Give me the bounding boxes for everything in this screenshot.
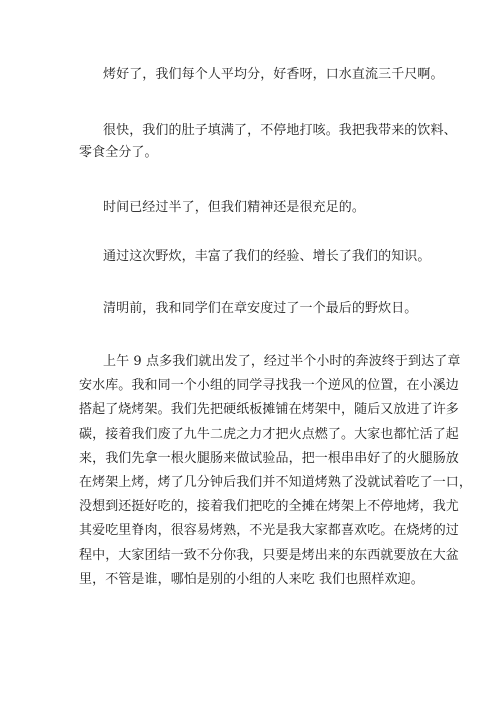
paragraph-line: 其爱吃里脊肉，很容易烤熟，不光是我大家都喜欢吃。在烧烤的过 bbox=[79, 523, 459, 539]
paragraph-line: 来，我们先拿一根火腿肠来做试验品，把一根串串好了的火腿肠放 bbox=[79, 450, 459, 466]
paragraph-line: 上午 9 点多我们就出发了，经过半个小时的奔波终于到达了章 bbox=[103, 354, 461, 369]
paragraph-line: 碳，接着我们废了九牛二虎之力才把火点燃了。大家也都忙活了起 bbox=[79, 426, 459, 442]
paragraph-line: 烤好了，我们每个人平均分，好香呀，口水直流三千尺啊。 bbox=[103, 67, 444, 82]
paragraph-line: 没想到还挺好吃的，接着我们把吃的全摊在烤架上不停地烤，我尤 bbox=[79, 499, 459, 515]
paragraph-1 bbox=[103, 64, 444, 86]
paragraph-line: 搭起了烧烤架。我们先把硬纸板摊铺在烤架中，随后又放进了许多 bbox=[79, 402, 459, 418]
paragraph-line: 程中，大家团结一致不分你我，只要是烤出来的东西就要放在大盆 bbox=[79, 547, 459, 563]
paragraph-line: 零食全分了。 bbox=[79, 145, 158, 160]
paragraph-line: 很快，我们的肚子填满了，不停地打咳。我把我带来的饮料、 bbox=[103, 123, 457, 138]
paragraph-line: 时间已经过半了，但我们精神还是很充足的。 bbox=[103, 200, 366, 215]
paragraph-line: 清明前，我和同学们在章安度过了一个最后的野炊日。 bbox=[103, 301, 418, 316]
paragraph-5 bbox=[103, 298, 433, 320]
paragraph-line: 通过这次野炊，丰富了我们的经验、增长了我们的知识。 bbox=[103, 249, 431, 264]
paragraph-4 bbox=[103, 246, 433, 268]
paragraph-3 bbox=[103, 197, 433, 219]
paragraph-line: 在烤架上烤，烤了几分钟后我们并不知道烤熟了没就试着吃了一口， bbox=[79, 475, 473, 491]
paragraph-2 bbox=[79, 120, 457, 164]
paragraph-line: 安水库。我和同一个小组的同学寻找我一个逆风的位置，在小溪边 bbox=[79, 378, 459, 394]
paragraph-6 bbox=[79, 350, 473, 592]
paragraph-line: 里，不管是谁，哪怕是别的小组的人来吃 我们也照样欢迎。 bbox=[79, 571, 424, 587]
